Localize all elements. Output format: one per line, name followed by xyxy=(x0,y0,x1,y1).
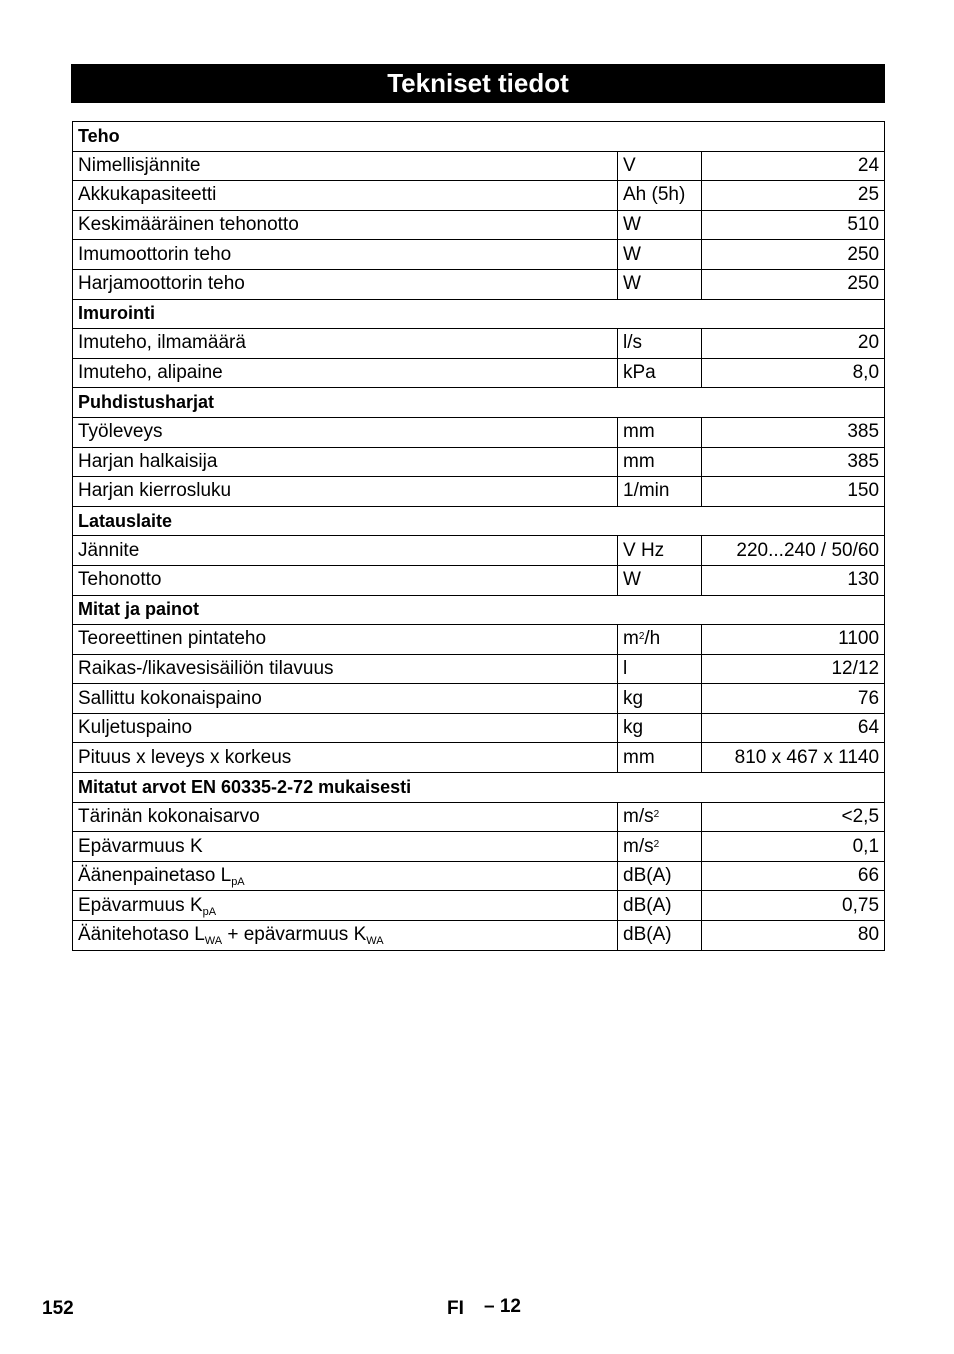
spec-label-cell xyxy=(73,832,618,862)
spec-label-cell xyxy=(73,536,618,566)
spec-value: 810 x 467 x 1140 xyxy=(702,743,885,773)
section-heading-row xyxy=(73,299,885,329)
spec-value: 130 xyxy=(702,565,885,595)
spec-label-cell xyxy=(73,358,618,388)
spec-label-continuation: + epävarmuus K xyxy=(222,924,367,946)
spec-label-cell xyxy=(73,269,618,299)
section-heading: Teho xyxy=(73,122,885,152)
spec-unit-cell xyxy=(618,329,702,359)
table-row xyxy=(73,477,885,507)
spec-unit-cell xyxy=(618,891,702,921)
table-row xyxy=(73,625,885,655)
spec-value: 76 xyxy=(702,684,885,714)
spec-label-cell xyxy=(73,477,618,507)
table-row xyxy=(73,329,885,359)
spec-label-cell xyxy=(73,151,618,181)
spec-label: Teoreettinen pintateho xyxy=(78,628,267,650)
spec-unit-cell xyxy=(618,921,702,951)
spec-label-cell xyxy=(73,713,618,743)
section-heading-row xyxy=(73,595,885,625)
spec-unit: dB(A) xyxy=(623,924,672,946)
table-row xyxy=(73,713,885,743)
spec-label-cell xyxy=(73,625,618,655)
section-heading: Latauslaite xyxy=(73,506,885,536)
spec-label-cell xyxy=(73,210,618,240)
spec-unit: kg xyxy=(623,687,644,709)
spec-label: Äänenpainetaso L xyxy=(78,865,232,887)
spec-label: Epävarmuus K xyxy=(78,835,203,857)
spec-label: Raikas-/likavesisäiliön tilavuus xyxy=(78,657,334,679)
spec-label-cell xyxy=(73,565,618,595)
spec-value: 0,75 xyxy=(702,891,885,921)
spec-label: Nimellisjännite xyxy=(78,154,201,176)
spec-value: 250 xyxy=(702,240,885,270)
table-row xyxy=(73,417,885,447)
spec-label-cell xyxy=(73,181,618,211)
spec-unit-superscript: 2 xyxy=(638,631,645,643)
spec-unit-cell xyxy=(618,654,702,684)
section-heading: Mitat ja painot xyxy=(73,595,885,625)
spec-value: 250 xyxy=(702,269,885,299)
spec-unit: W xyxy=(623,243,641,265)
spec-label: Sallittu kokonaispaino xyxy=(78,687,262,709)
spec-value: 8,0 xyxy=(702,358,885,388)
section-heading: Puhdistusharjat xyxy=(73,388,885,418)
spec-value: 385 xyxy=(702,447,885,477)
spec-unit: dB(A) xyxy=(623,894,672,916)
table-row xyxy=(73,891,885,921)
spec-unit: dB(A) xyxy=(623,865,672,887)
spec-label: Akkukapasiteetti xyxy=(78,184,217,206)
spec-label: Imuteho, ilmamäärä xyxy=(78,332,246,354)
spec-unit: mm xyxy=(623,450,655,472)
spec-unit: m/s xyxy=(623,805,654,827)
spec-label: Imumoottorin teho xyxy=(78,243,232,265)
spec-unit-cell xyxy=(618,625,702,655)
spec-unit-cell xyxy=(618,713,702,743)
technical-data-table xyxy=(72,121,885,951)
spec-label: Tehonotto xyxy=(78,569,162,591)
spec-value: 24 xyxy=(702,151,885,181)
spec-value: 1100 xyxy=(702,625,885,655)
table-row xyxy=(73,565,885,595)
page-number: 152 xyxy=(42,1298,74,1319)
spec-label-cell xyxy=(73,417,618,447)
table-row xyxy=(73,447,885,477)
spec-unit-cell xyxy=(618,832,702,862)
spec-label: Harjan halkaisija xyxy=(78,450,218,472)
spec-unit: W xyxy=(623,214,641,236)
spec-label: Työleveys xyxy=(78,421,163,443)
spec-value: 20 xyxy=(702,329,885,359)
table-row xyxy=(73,240,885,270)
spec-value: 510 xyxy=(702,210,885,240)
spec-unit-cell xyxy=(618,447,702,477)
spec-unit-cell xyxy=(618,210,702,240)
spec-label-subscript: pA xyxy=(231,876,245,889)
table-row xyxy=(73,181,885,211)
spec-unit-cell xyxy=(618,743,702,773)
spec-unit: l xyxy=(623,657,628,679)
spec-unit-cell xyxy=(618,565,702,595)
spec-unit: kPa xyxy=(623,362,656,384)
spec-value: <2,5 xyxy=(702,802,885,832)
spec-unit-cell xyxy=(618,477,702,507)
table-row xyxy=(73,802,885,832)
spec-unit: V Hz xyxy=(623,539,665,561)
spec-label-subscript: pA xyxy=(202,905,217,918)
spec-unit: W xyxy=(623,273,641,295)
spec-unit: V xyxy=(623,154,636,176)
table-row xyxy=(73,684,885,714)
spec-unit-cell xyxy=(618,240,702,270)
table-row xyxy=(73,861,885,891)
spec-label: Harjan kierrosluku xyxy=(78,480,232,502)
section-heading: Mitatut arvot EN 60335-2-72 mukaisesti xyxy=(73,773,885,803)
section-heading-row xyxy=(73,122,885,152)
spec-unit-suffix: /h xyxy=(644,628,661,650)
spec-label-cell xyxy=(73,802,618,832)
spec-unit: Ah (5h) xyxy=(623,184,686,206)
spec-label-subscript: WA xyxy=(366,935,384,948)
table-row xyxy=(73,832,885,862)
table-row xyxy=(73,654,885,684)
spec-value: 25 xyxy=(702,181,885,211)
spec-value: 64 xyxy=(702,713,885,743)
section-heading: Imurointi xyxy=(73,299,885,329)
table-row xyxy=(73,536,885,566)
spec-unit-superscript: 2 xyxy=(653,808,660,820)
spec-unit: mm xyxy=(623,421,655,443)
spec-label: Äänitehotaso L xyxy=(78,924,205,946)
spec-label-cell xyxy=(73,447,618,477)
spec-label: Jännite xyxy=(78,539,140,561)
spec-label: Tärinän kokonaisarvo xyxy=(78,805,260,827)
spec-value: 66 xyxy=(702,861,885,891)
table-row xyxy=(73,921,885,951)
spec-unit: 1/min xyxy=(623,480,670,502)
table-row xyxy=(73,743,885,773)
section-heading-row xyxy=(73,506,885,536)
table-row xyxy=(73,269,885,299)
spec-unit-cell xyxy=(618,861,702,891)
spec-value: 12/12 xyxy=(702,654,885,684)
spec-unit-cell xyxy=(618,151,702,181)
spec-unit: m xyxy=(623,628,639,650)
table-row xyxy=(73,358,885,388)
spec-unit-superscript: 2 xyxy=(653,838,660,850)
spec-label-cell xyxy=(73,684,618,714)
spec-label-cell xyxy=(73,861,618,891)
spec-label-cell xyxy=(73,891,618,921)
spec-label-cell xyxy=(73,921,618,951)
spec-unit-cell xyxy=(618,684,702,714)
spec-label-subscript: WA xyxy=(204,935,223,948)
spec-label-cell xyxy=(73,743,618,773)
spec-label-cell xyxy=(73,240,618,270)
spec-label: Imuteho, alipaine xyxy=(78,362,223,384)
spec-value: 0,1 xyxy=(702,832,885,862)
table-row xyxy=(73,151,885,181)
page-title: Tekniset tiedot xyxy=(71,64,885,103)
spec-value: 80 xyxy=(702,921,885,951)
spec-label-cell xyxy=(73,329,618,359)
spec-unit: W xyxy=(623,569,641,591)
spec-value: 220...240 / 50/60 xyxy=(702,536,885,566)
spec-unit: mm xyxy=(623,746,655,768)
spec-unit: l/s xyxy=(623,332,642,354)
spec-unit: m/s xyxy=(623,835,654,857)
spec-label: Epävarmuus K xyxy=(78,894,203,916)
spec-value: 150 xyxy=(702,477,885,507)
spec-value: 385 xyxy=(702,417,885,447)
table-row xyxy=(73,210,885,240)
spec-unit-cell xyxy=(618,181,702,211)
spec-unit-cell xyxy=(618,536,702,566)
section-heading-row xyxy=(73,773,885,803)
spec-unit: kg xyxy=(623,717,644,739)
spec-label: Kuljetuspaino xyxy=(78,717,193,739)
spec-label-cell xyxy=(73,654,618,684)
spec-unit-cell xyxy=(618,269,702,299)
spec-label: Pituus x leveys x korkeus xyxy=(78,746,292,768)
language-code: FI xyxy=(447,1298,464,1319)
spec-unit-cell xyxy=(618,417,702,447)
spec-label: Harjamoottorin teho xyxy=(78,273,245,295)
spec-label: Keskimääräinen tehonotto xyxy=(78,214,299,236)
spec-unit-cell xyxy=(618,802,702,832)
spec-unit-cell xyxy=(618,358,702,388)
section-page-number: – 12 xyxy=(484,1296,521,1317)
section-heading-row xyxy=(73,388,885,418)
